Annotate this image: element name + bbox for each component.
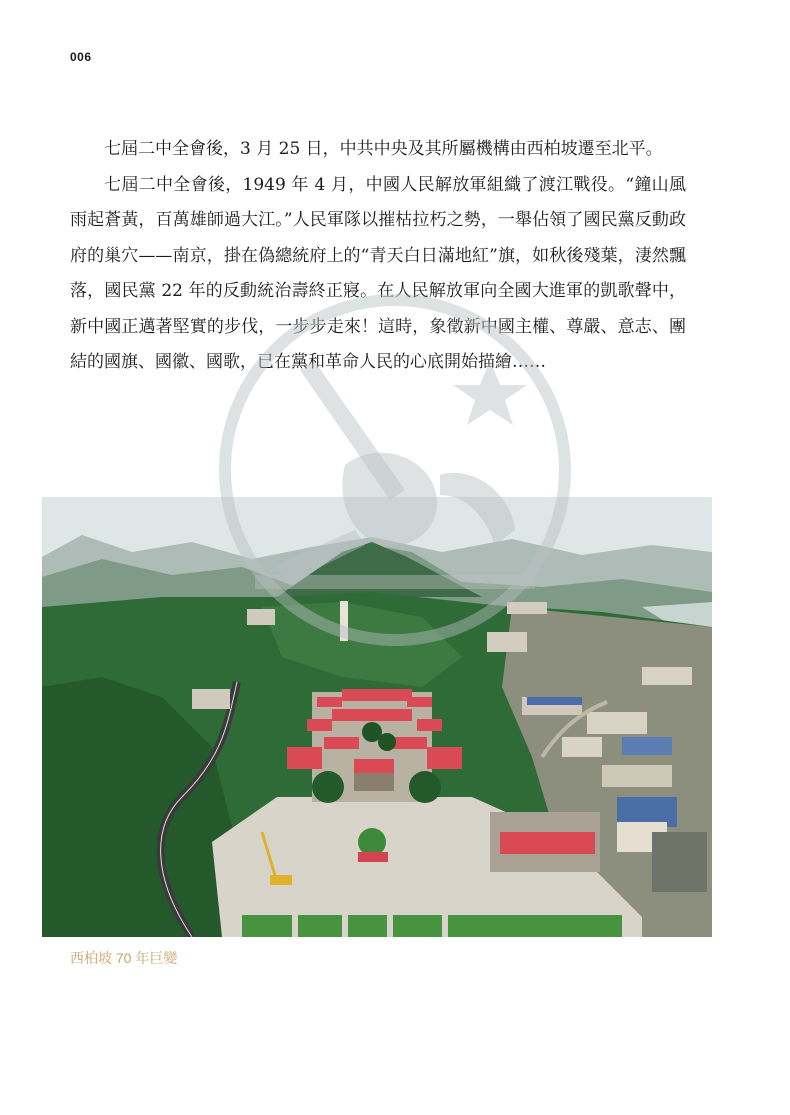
page-number: 006 [70, 50, 92, 64]
aerial-photo-icon [42, 497, 712, 937]
paragraph-1: 七屆二中全會後，3 月 25 日，中共中央及其所屬機構由西柏坡遷至北平。 [104, 139, 663, 159]
body-text [70, 132, 686, 381]
photo-caption: 西柏坡 70 年巨變 [70, 950, 178, 966]
aerial-photo [42, 497, 712, 937]
paragraph-2: 七屆二中全會後，1949 年 4 月，中國人民解放軍組織了渡江戰役。“鐘山風雨起蒼黃，百萬雄師過大江。”人民軍隊以摧枯拉朽之勢，一舉佔領了國民黨反動政府的巢穴——南京，掛在偽總統府上的“青天白日滿地紅”旗，如秋後殘葉，淒然飄落，國民黨 22 年的反動統治壽終正寢。在人民解放軍向全國大進軍的凱歌聲中，新中國正邁著堅實的步伐，一步步走來！這時，象徵新中國主權、尊嚴、意志、團結的國旗、國徽、國歌，已在黨和革命人民的心底開始描繪…… [70, 174, 686, 372]
